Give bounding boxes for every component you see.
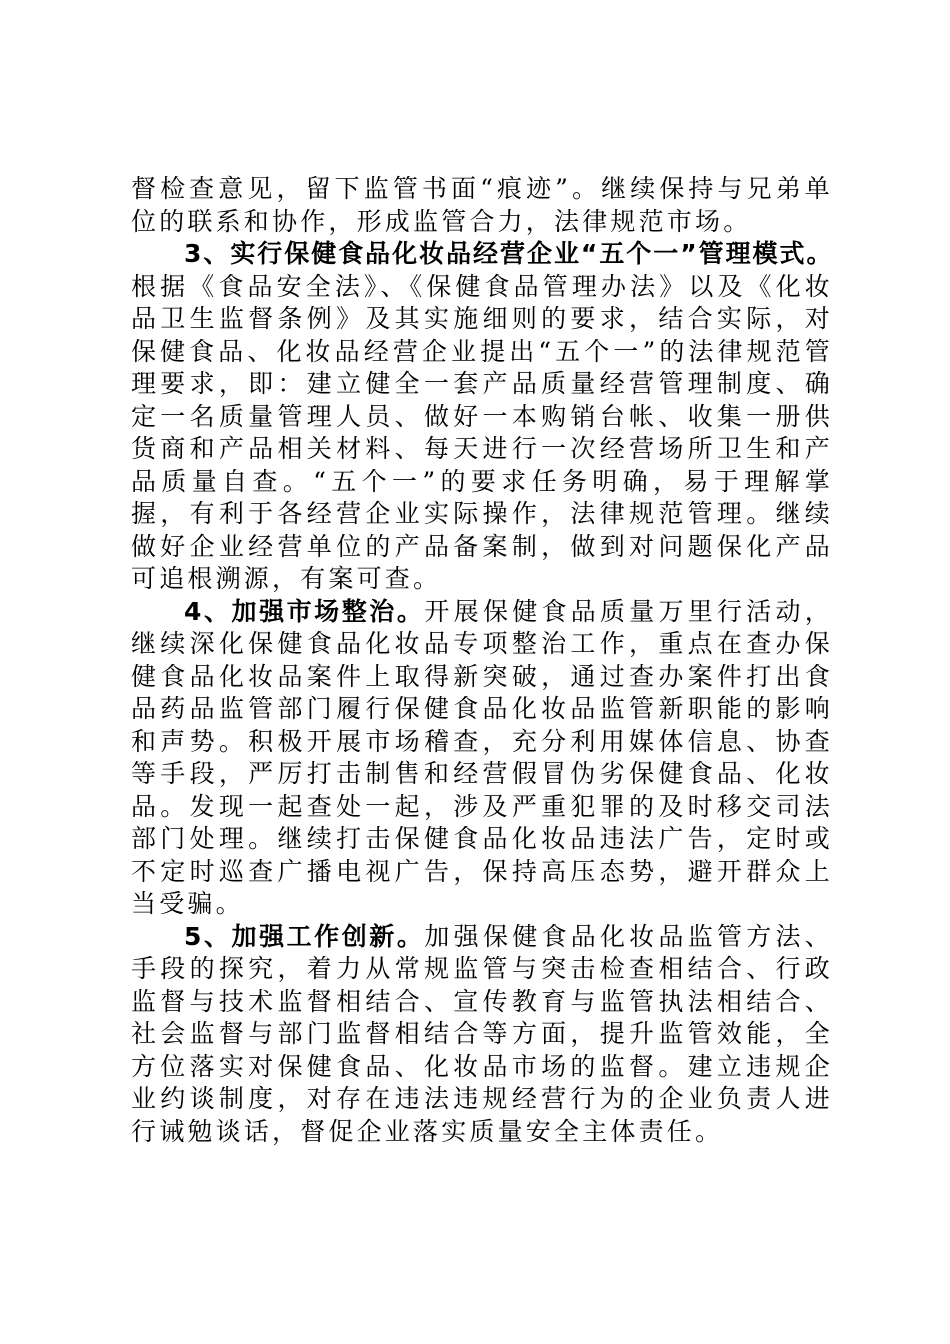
- paragraph-continuation: [131, 173, 833, 238]
- paragraph-section-5: [131, 921, 833, 1149]
- document-body: [131, 173, 833, 1148]
- section-5-heading: 5、加强工作创新。: [184, 921, 425, 951]
- section-3-text: 根据《食品安全法》、《保健食品管理办法》以及《化妆品卫生监督条例》及其实施细则的要求，结合实际，对保健食品、化妆品经营企业提出“五个一”的法律规范管理要求，即：建立健全一套产品质量经营管理制度、确定一名质量管理人员、做好一本购销台帐、收集一册供货商和产品相关材料、每天进行一次经营场所卫生和产品质量自查。“五个一”的要求任务明确，易于理解掌握，有利于各经营企业实际操作，法律规范管理。继续做好企业经营单位的产品备案制，做到对问题保化产品可追根溯源，有案可查。: [131, 271, 833, 593]
- section-4-heading: 4、加强市场整治。: [184, 596, 425, 626]
- paragraph-text: 督检查意见，留下监管书面“痕迹”。继续保持与兄弟单位的联系和协作，形成监管合力，法律规范市场。: [131, 174, 833, 236]
- paragraph-section-3: [131, 238, 833, 596]
- section-5-text: 加强保健食品化妆品监管方法、手段的探究，着力从常规监管与突击检查相结合、行政监督与技术监督相结合、宣传教育与监管执法相结合、社会监督与部门监督相结合等方面，提升监管效能，全方位落实对保健食品、化妆品市场的监督。建立违规企业约谈制度，对存在违法违规经营行为的企业负责人进行诫勉谈话，督促企业落实质量安全主体责任。: [131, 921, 833, 1146]
- section-3-heading: 3、实行保健食品化妆品经营企业“五个一”管理模式。: [184, 239, 833, 268]
- section-4-text: 开展保健食品质量万里行活动，继续深化保健食品化妆品专项整治工作，重点在查办保健食品化妆品案件上取得新突破，通过查办案件打出食品药品监管部门履行保健食品化妆品监管新职能的影响和声势。积极开展市场稽查，充分利用媒体信息、协查等手段，严厉打击制售和经营假冒伪劣保健食品、化妆品。发现一起查处一起，涉及严重犯罪的及时移交司法部门处理。继续打击保健食品化妆品违法广告，定时或不定时巡查广播电视广告，保持高压态势，避开群众上当受骗。: [131, 596, 833, 918]
- paragraph-section-4: [131, 596, 833, 921]
